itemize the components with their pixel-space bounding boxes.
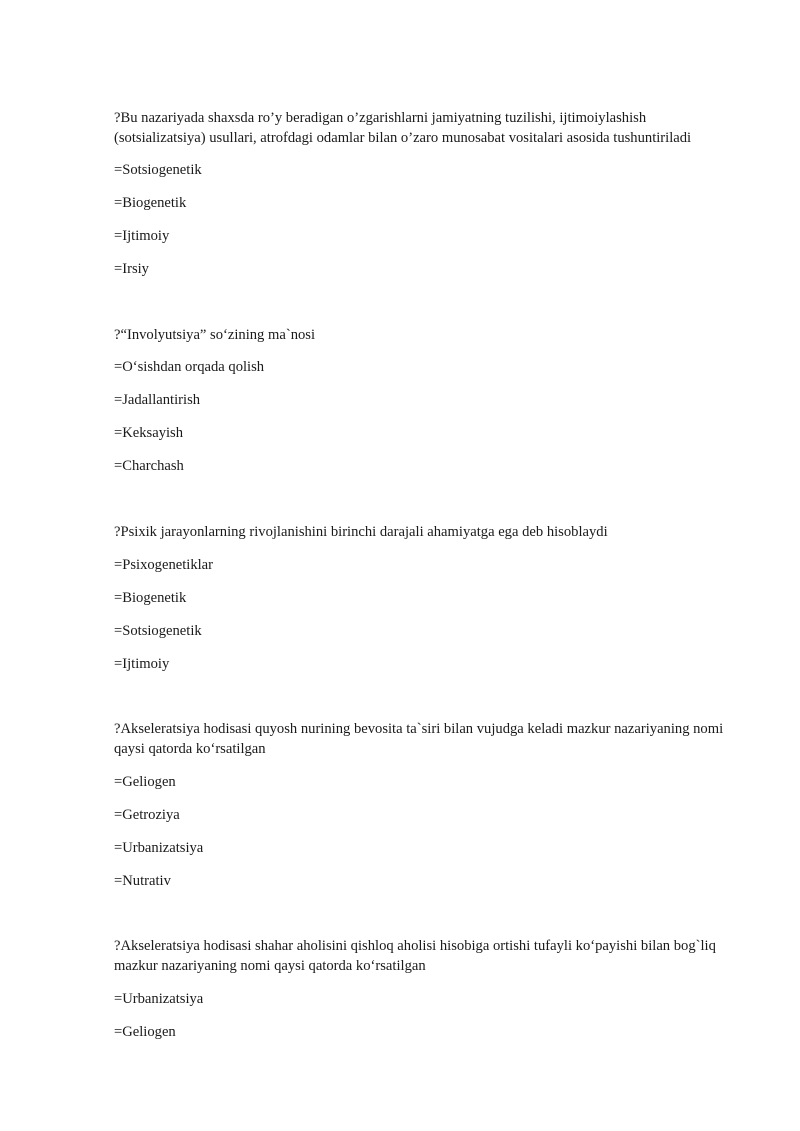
answer-option: =Biogenetik (114, 590, 187, 606)
answer-option: =Geliogen (114, 774, 176, 790)
question-text-line: ?“Involyutsiya” so‘zining ma`nosi (114, 327, 316, 343)
answer-option: =Urbanizatsiya (114, 991, 204, 1007)
question-text-line: ?Akseleratsiya hodisasi shahar aholisini qishloq aholisi hisobiga ortishi tufayli ko‘payishi bilan bog`liq (114, 938, 716, 954)
answer-option: =Jadallantirish (114, 392, 201, 408)
question-text-line: ?Akseleratsiya hodisasi quyosh nurining bevosita ta`siri bilan vujudga keladi mazkur nazariyaning nomi (114, 721, 724, 737)
question-text-line: mazkur nazariyaning nomi qaysi qatorda ko‘rsatilgan (114, 958, 426, 974)
answer-option: =Psixogenetiklar (114, 557, 214, 573)
answer-option: =Ijtimoiy (114, 228, 170, 244)
answer-option: =Charchash (114, 458, 184, 474)
answer-option: =Biogenetik (114, 195, 187, 211)
answer-option: =Geliogen (114, 1024, 176, 1040)
answer-option: =Nutrativ (114, 873, 171, 889)
answer-option: =Getroziya (114, 807, 180, 823)
question-text-line: ?Psixik jarayonlarning rivojlanishini birinchi darajali ahamiyatga ega deb hisoblaydi (114, 524, 608, 540)
answer-option: =O‘sishdan orqada qolish (114, 359, 265, 375)
answer-option: =Sotsiogenetik (114, 162, 202, 178)
question-text-line: qaysi qatorda ko‘rsatilgan (114, 741, 266, 757)
question-text-line: ?Bu nazariyada shaxsda ro’y beradigan o’zgarishlarni jamiyatning tuzilishi, ijtimoiylashish (114, 110, 647, 126)
answer-option: =Irsiy (114, 261, 149, 277)
answer-option: =Keksayish (114, 425, 184, 441)
answer-option: =Sotsiogenetik (114, 623, 202, 639)
answer-option: =Urbanizatsiya (114, 840, 204, 856)
question-text-line: (sotsializatsiya) usullari, atrofdagi odamlar bilan o’zaro munosabat vositalari asosida tushuntiriladi (114, 130, 692, 146)
answer-option: =Ijtimoiy (114, 656, 170, 672)
